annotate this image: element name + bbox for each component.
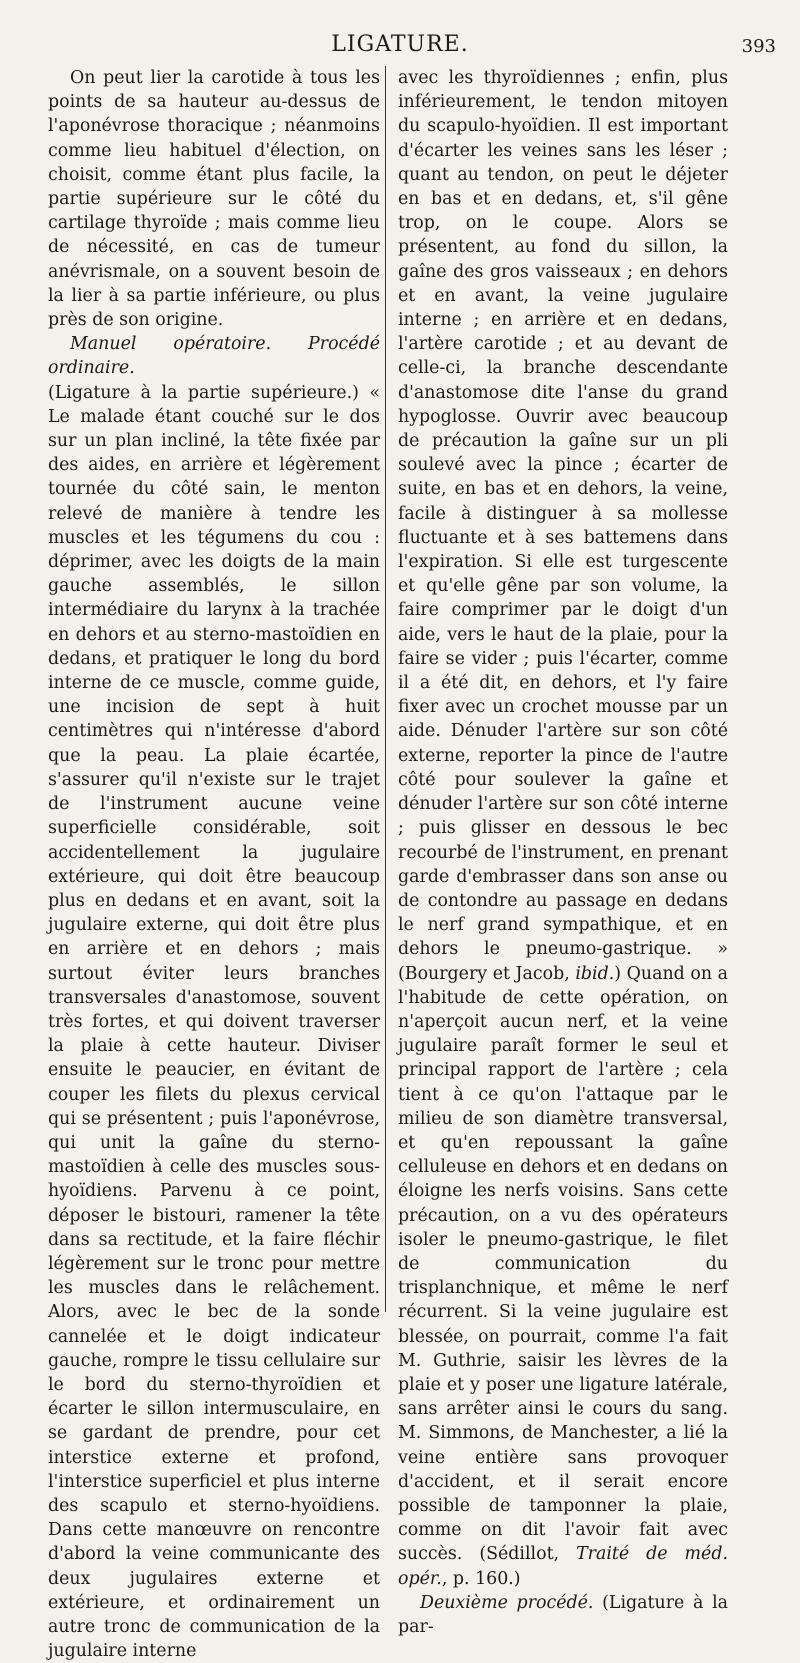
paragraph	[48, 332, 380, 1663]
paragraph-text: (Ligature à la partie supérieure.) « Le malade étant couché sur le dos sur un plan incliné, la tête fixée par des aides, en arrière et légèrement tournée du côté sain, le menton relevé de manière à tendre les muscles et les tégumens du cou : déprimer, avec les doigts de la main gauche assemblés, le sillon intermédiaire du larynx à la trachée en dehors et au sterno-mastoïdien en dedans, et pratiquer le long du bord interne de ce muscle, comme guide, une incision de sept à huit centimètres qui n'intéresse d'abord que la peau. La plaie écartée, s'assurer qu'il n'existe sur le trajet de l'instrument aucune veine superficielle considérable, soit accidentellement la jugulaire extérieure, qui doit être beaucoup plus en dedans et en avant, soit la jugulaire externe, qui doit être plus en arrière et en dehors ; mais surtout éviter leurs branches transversales d'anastomose, souvent très fortes, et qui doivent traverser la plaie à cette hauteur. Diviser ensuite le peaucier, en évitant de couper les filets du plexus cervical qui se présentent ; puis l'aponévrose, qui unit la gaîne du sterno-mastoïdien à celle des muscles sous-hyoïdiens. Parvenu à ce point, déposer le bistouri, ramener la tête dans sa rectitude, et la faire fléchir légèrement sur le tronc pour mettre les muscles dans le relâchement. Alors, avec le bec de la sonde cannelée et le doigt indicateur gauche, rompre le tissu cellulaire sur le bord du sterno-thyroïdien et écarter le sillon intermusculaire, en se gardant de prendre, pour cet interstice externe et profond, l'interstice superficiel et plus interne des scapulo et sterno-hyoïdiens. Dans cette manœuvre on rencontre d'abord la veine communicante des deux jugulaires externe et extérieure, et ordinairement un autre tronc de communication de la jugulaire interne	[48, 382, 380, 1662]
section-heading: Manuel opératoire. Procédé ordinaire.	[48, 334, 380, 379]
paragraph-text: avec les thyroïdiennes ; enfin, plus inférieurement, le tendon mitoyen du scapulo-hyoïdien. Il est important d'écarter les veines sans les léser ; quant au tendon, on peut le déjeter en bas et en dedans, et, s'il gêne trop, on le coupe. Alors se présentent, au fond du sillon, la gaîne des gros vaisseaux ; en dehors et en avant, la veine jugulaire interne ; en arrière et en dedans, l'artère carotide ; et au devant de celle-ci, la branche descendante d'anastomose dite l'anse du grand hypoglosse. Ouvrir avec beaucoup de précaution la gaîne sur un pli soulevé avec la pince ; écarter de suite, en bas et en dehors, la veine, facile à distinguer à sa mollesse fluctuante et à ses battemens dans l'expiration. Si elle est turgescente et qu'elle gêne par son volume, la faire comprimer par le doigt d'un aide, vers le haut de la plaie, pour la faire se vider ; puis l'écarter, comme il a été dit, en dehors, et l'y faire fixer avec un crochet mousse par un aide. Dénuder l'artère sur son côté externe, reporter la pince de l'autre côté pour soulever la gaîne et dénuder l'artère sur son côté interne ; puis glisser en dessous le bec recourbé de l'instrument, en prenant garde d'embrasser dans son anse ou de contondre au passage en dedans le nerf grand sympathique, et en dehors le pneumo-gastrique. » (Bourgery et Jacob,	[398, 68, 728, 984]
paragraph	[398, 66, 728, 1591]
paragraph	[398, 1591, 728, 1639]
left-column	[48, 66, 380, 1663]
section-heading: Deuxième procédé.	[420, 1592, 594, 1613]
citation-ibid: ibid.	[575, 963, 615, 984]
right-column	[398, 66, 728, 1639]
paragraph-text: ) Quand on a l'habitude de cette opération, on n'aperçoit aucun nerf, et la veine jugulaire paraît former le seul et principal rapport de l'artère ; cela tient à ce qu'on l'attaque par le milieu de son diamètre transversal, et qu'en repoussant la gaîne celluleuse en dehors et en dedans on éloigne les nerfs voisins. Sans cette précaution, on a vu des opérateurs isoler le pneumo-gastrique, le filet de communication du trisplanchnique, et même le nerf récurrent. Si la veine jugulaire est blessée, on pourrait, comme l'a fait M. Guthrie, saisir les lèvres de la plaie et y poser une ligature latérale, sans arrêter ainsi le cours du sang. M. Simmons, de Manchester, a lié la veine entière sans provoquer d'accident, et il serait encore possible de tamponner la plaie, comme on dit l'avoir fait avec succès. (Sédillot,	[398, 963, 729, 1565]
paragraph: On peut lier la carotide à tous les points de sa hauteur au-dessus de l'aponévrose thoracique ; néanmoins comme lieu habituel d'élection, on choisit, comme étant plus facile, la partie supérieure sur le côté du cartilage thyroïde ; mais comme lieu de nécessité, en cas de tumeur anévrismale, on a souvent besoin de la lier à sa partie inférieure, ou plus près de son origine.	[48, 68, 380, 331]
paragraph-text: (Ligature à la par-	[398, 1592, 728, 1637]
running-header: LIGATURE.	[331, 32, 469, 57]
paragraph-text: , p. 160.)	[441, 1568, 521, 1589]
citation-title: Traité de méd. opér.	[398, 1544, 728, 1589]
page-number: 393	[741, 36, 776, 57]
column-divider	[385, 66, 386, 1312]
